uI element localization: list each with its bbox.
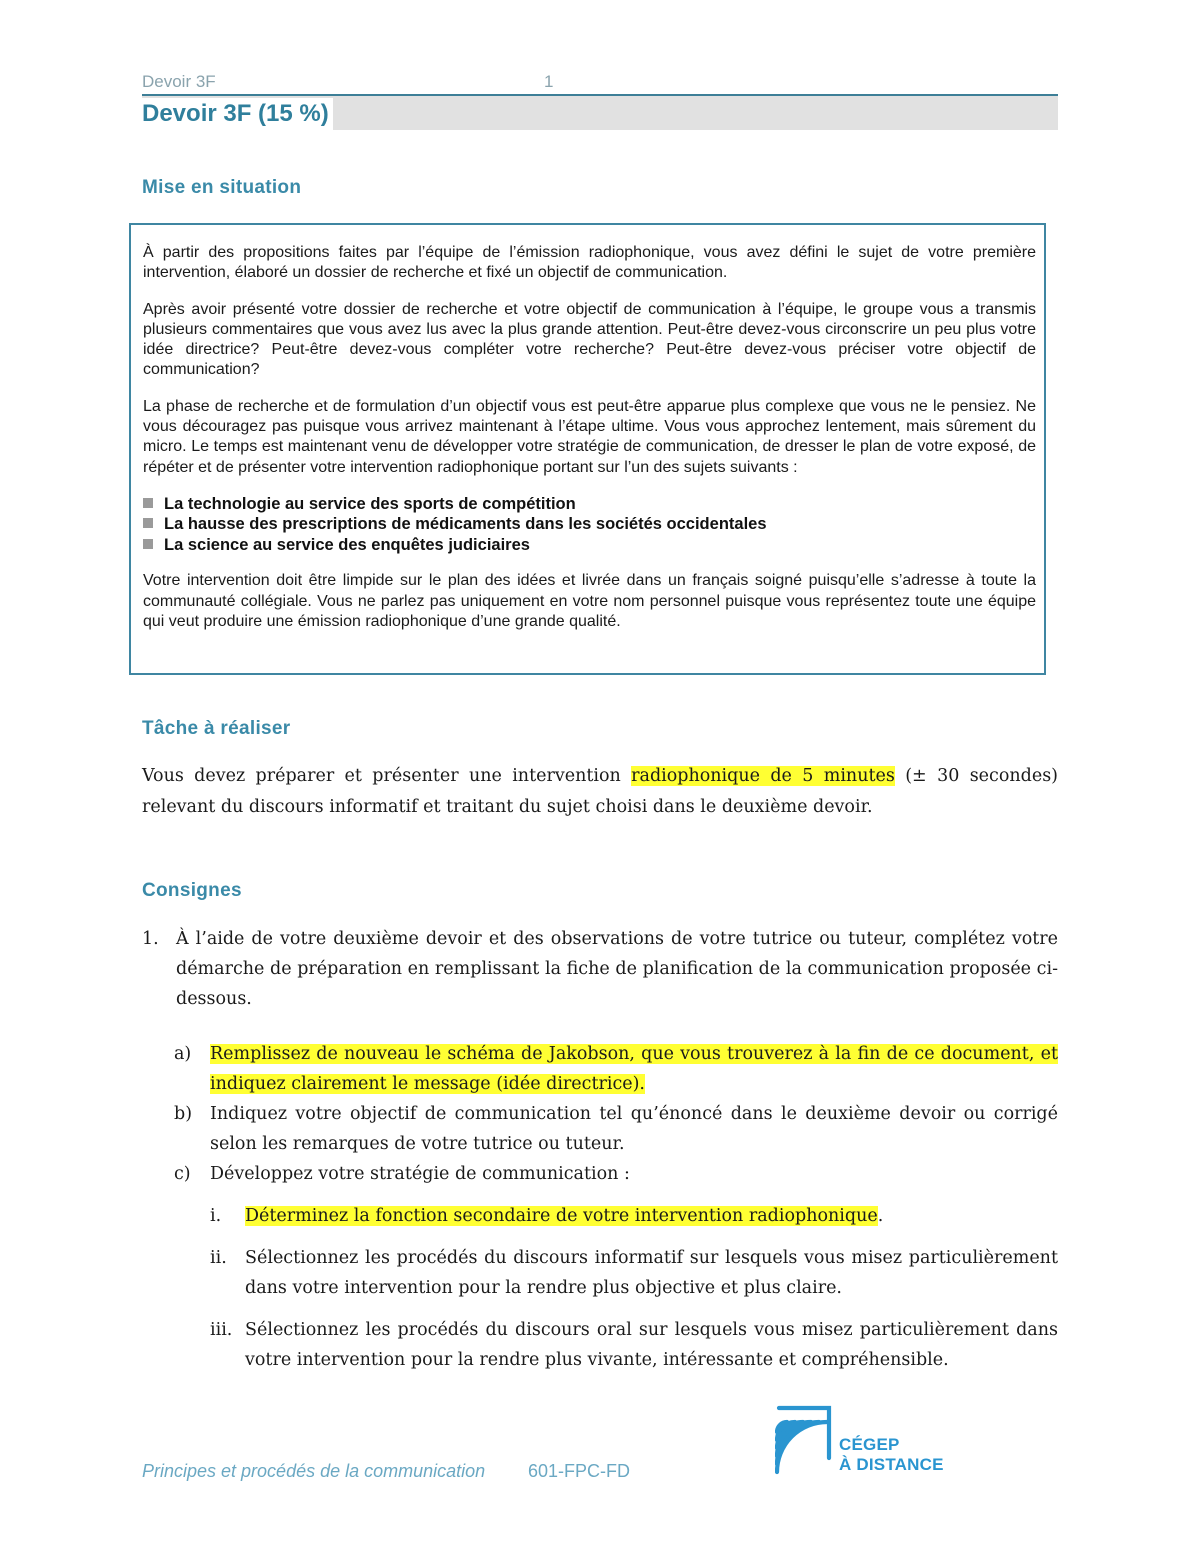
topic-label: La technologie au service des sports de compétition xyxy=(164,494,576,513)
instruction-subitem-a xyxy=(174,1039,1058,1099)
subitem-text xyxy=(210,1039,1058,1099)
situation-paragraph: La phase de recherche et de formulation d’un objectif vous est peut-être apparue plus complexe que vous ne le pensiez. Ne vous découragez pas puisque vous arrivez maintenant à l’étape ultime. Vous vous approchez lentement, mais sûrement du micro. Le temps est maintenant venu de développer votre stratégie de communication, de dresser le plan de votre exposé, de répéter et de présenter votre intervention radiophonique portant sur l’un des sujets suivants : xyxy=(143,397,1036,476)
step-highlight: Déterminez la fonction secondaire de votre intervention radiophonique xyxy=(245,1206,878,1226)
square-bullet-icon xyxy=(143,498,153,508)
running-header xyxy=(142,72,1058,94)
step-period: . xyxy=(877,1206,884,1226)
step-label: ii. xyxy=(210,1248,227,1268)
task-paragraph xyxy=(142,761,1058,822)
topic-list xyxy=(143,494,1036,556)
topic-item xyxy=(143,514,1036,535)
instruction-item-1 xyxy=(142,924,1058,1016)
item-number: 1. xyxy=(142,929,159,949)
subitem-text: Développez votre stratégie de communication : xyxy=(210,1164,630,1184)
footer-course-title: Principes et procédés de la communication xyxy=(142,1461,486,1481)
subitem-label: b) xyxy=(174,1104,193,1124)
step-text xyxy=(245,1201,1058,1231)
page-number: 1 xyxy=(544,72,554,91)
cegep-logo xyxy=(775,1402,965,1476)
instruction-subitem-b xyxy=(174,1099,1058,1159)
situation-paragraph: À partir des propositions faites par l’équipe de l’émission radiophonique, vous avez défini le sujet de votre première intervention, élaboré un dossier de recherche et fixé un objectif de communication. xyxy=(143,244,1036,282)
section-heading-task: Tâche à réaliser xyxy=(142,718,291,739)
step-text: Sélectionnez les procédés du discours informatif sur lesquels vous misez particulièrement dans votre intervention pour la rendre plus objective et plus claire. xyxy=(245,1248,1058,1298)
subitem-text: Indiquez votre objectif de communication tel qu’énoncé dans le deuxième devoir ou corrigé selon les remarques de votre tutrice ou tuteur. xyxy=(210,1104,1058,1154)
step-label: i. xyxy=(210,1206,222,1226)
topic-item xyxy=(143,535,1036,556)
step-label: iii. xyxy=(210,1320,233,1340)
section-heading-instructions: Consignes xyxy=(142,880,242,901)
logo-text-line2: À DISTANCE xyxy=(839,1455,944,1474)
subitem-highlight: Remplissez de nouveau le schéma de Jakobson, que vous trouverez à la fin de ce document, et indiquez clairement le message (idée directrice). xyxy=(210,1044,1058,1094)
subitem-label: a) xyxy=(174,1044,192,1064)
logo-text-line1: CÉGEP xyxy=(839,1435,900,1454)
signal-waves-icon xyxy=(775,1402,835,1476)
title-bar xyxy=(142,94,1058,130)
subitem-label: c) xyxy=(174,1164,191,1184)
step-text: Sélectionnez les procédés du discours oral sur lesquels vous misez particulièrement dans votre intervention pour la rendre plus vivante, intéressante et compréhensible. xyxy=(245,1320,1058,1370)
square-bullet-icon xyxy=(143,518,153,528)
situation-box xyxy=(129,223,1046,675)
instruction-step-i xyxy=(210,1201,1058,1231)
topic-label: La science au service des enquêtes judiciaires xyxy=(164,535,530,554)
task-text: Vous devez préparer et présenter une intervention xyxy=(142,766,632,786)
footer-course-code: 601-FPC-FD xyxy=(528,1461,631,1481)
page-title: Devoir 3F (15 %) xyxy=(142,98,333,130)
item-text: À l’aide de votre deuxième devoir et des observations de votre tutrice ou tuteur, complétez votre démarche de préparation en remplissant la fiche de planification de la communication proposée ci-dessous. xyxy=(176,929,1058,1009)
topic-item xyxy=(143,494,1036,515)
topic-label: La hausse des prescriptions de médicaments dans les sociétés occidentales xyxy=(164,515,767,534)
header-doc-label: Devoir 3F xyxy=(142,72,216,91)
instruction-step-ii xyxy=(210,1243,1058,1303)
instruction-step-iii xyxy=(210,1315,1058,1375)
situation-paragraph: Votre intervention doit être limpide sur le plan des idées et livrée dans un français soigné puisqu’elle s’adresse à toute la communauté collégiale. Vous ne parlez pas uniquement en votre nom personnel puisque vous représentez toute une équipe qui veut produire une émission radiophonique d’une grande qualité. xyxy=(143,572,1036,631)
section-heading-situation: Mise en situation xyxy=(142,177,302,198)
situation-paragraph: Après avoir présenté votre dossier de recherche et votre objectif de communication à l’équipe, le groupe vous a transmis plusieurs commentaires que vous avez lus avec la plus grande attention. Peut-être devez-vous circonscrire un peu plus votre idée directrice? Peut-être devez-vous compléter votre recherche? Peut-être devez-vous préciser votre objectif de communication? xyxy=(143,300,1036,379)
square-bullet-icon xyxy=(143,539,153,549)
task-text: (± 30 secondes) relevant du discours informatif et traitant du sujet choisi dans le deuxième devoir. xyxy=(142,766,1059,817)
instruction-subitem-c xyxy=(174,1159,1058,1189)
task-highlight: radiophonique de 5 minutes xyxy=(631,766,895,786)
